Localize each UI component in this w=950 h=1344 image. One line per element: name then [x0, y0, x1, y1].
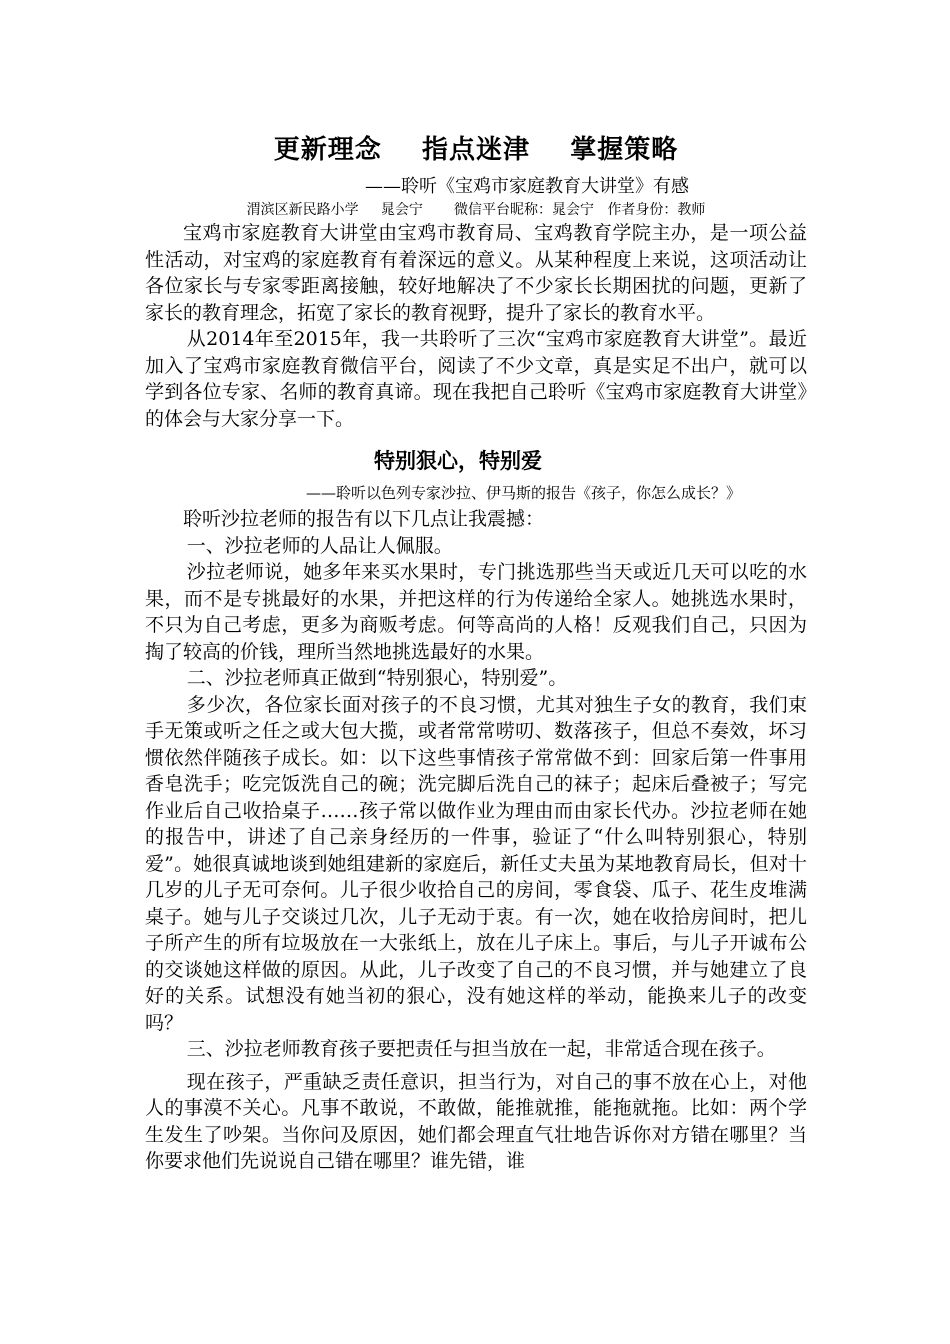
section-point-2: 二、沙拉老师真正做到“特别狠心，特别爱”。: [186, 667, 568, 689]
intro-paragraph-2: 从2014年至2015年，我一共聆听了三次“宝鸡市家庭教育大讲堂”。最近加入了宝鸡市家庭教育微信平台，阅读了不少文章，真是实足不出户，就可以学到各位专家、名师的教育真谛。现在我把自己聆听《宝鸡市家庭教育大讲堂》的体会与大家分享一下。: [145, 328, 807, 430]
author-byline: 渭滨区新民路小学 晁会宁 微信平台昵称：晁会宁 作者身份：教师: [246, 202, 706, 218]
intro-paragraph-1: 宝鸡市家庭教育大讲堂由宝鸡市教育局、宝鸡教育学院主办，是一项公益性活动，对宝鸡的家庭教育有着深远的意义。从某种程度上来说，这项活动让各位家长与专家零距离接触，较好地解决了不少家长长期困扰的问题，更新了家长的教育理念，拓宽了家长的教育视野，提升了家长的教育水平。: [145, 222, 807, 324]
section-paragraph-2: 沙拉老师说，她多年来买水果时，专门挑选那些当天或近几天可以吃的水果，而不是专挑最好的水果，并把这样的行为传递给全家人。她挑选水果时，不只为自己考虑，更多为商贩考虑。何等高尚的人格！反观我们自己，只因为掏了较高的价钱，理所当然地挑选最好的水果。: [145, 561, 807, 663]
section-paragraph-3: 多少次，各位家长面对孩子的不良习惯，尤其对独生子女的教育，我们束手无策或听之任之或大包大揽，或者常常唠叨、数落孩子，但总不奏效，坏习惯依然伴随孩子成长。如：以下这些事情孩子常常做不到：回家后第一件事用香皂洗手；吃完饭洗自己的碗；洗完脚后洗自己的袜子；起床后叠被子；写完作业后自己收拾桌子……孩子常以做作业为理由而由家长代办。沙拉老师在她的报告中，讲述了自己亲身经历的一件事，验证了“什么叫特别狠心，特别爱”。她很真诚地谈到她组建新的家庭后，新任丈夫虽为某地教育局长，但对十几岁的儿子无可奈何。儿子很少收拾自己的房间，零食袋、瓜子、花生皮堆满桌子。她与儿子交谈过几次，儿子无动于衷。有一次，她在收拾房间时，把儿子所产生的所有垃圾放在一大张纸上，放在儿子床上。事后，与儿子开诚布公的交谈她这样做的原因。从此，儿子改变了自己的不良习惯，并与她建立了良好的关系。试想没有她当初的狠心，没有她这样的举动，能换来儿子的改变吗？: [145, 693, 807, 1034]
section-title: 特别狠心，特别爱: [374, 449, 542, 473]
section-paragraph-4: 现在孩子，严重缺乏责任意识，担当行为，对自己的事不放在心上，对他人的事漠不关心。凡事不敢说，不敢做，能推就推，能拖就拖。比如：两个学生发生了吵架。当你问及原因，她们都会理直气壮地告诉你对方错在哪里？当你要求他们先说说自己错在哪里？谁先错，谁: [145, 1070, 807, 1172]
section-point-3: 三、沙拉老师教育孩子要把责任与担当放在一起，非常适合现在孩子。: [186, 1038, 776, 1060]
section-paragraph-1: 聆听沙拉老师的报告有以下几点让我震撼：: [183, 508, 545, 530]
section-point-1: 一、沙拉老师的人品让人佩服。: [186, 534, 453, 557]
document-subtitle: ——聆听《宝鸡市家庭教育大讲堂》有感: [365, 176, 689, 197]
document-page: [145, 130, 807, 1175]
document-title: 更新理念 指点迷津 掌握策略: [273, 135, 679, 165]
section-subtitle: ——聆听以色列专家沙拉、伊马斯的报告《孩子，你怎么成长？》: [305, 484, 741, 502]
